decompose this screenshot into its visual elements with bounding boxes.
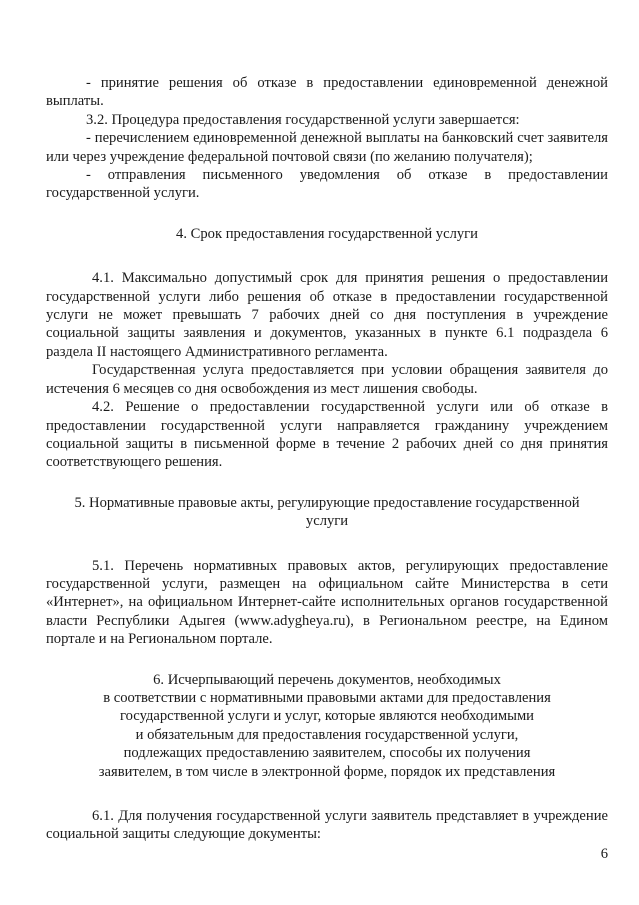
paragraph-condition: Государственная услуга предоставляется при условии обращения заявителя до истечения 6 месяцев со дня освобождения из мест лишения свободы.	[46, 362, 608, 397]
paragraph-4-1: 4.1. Максимально допустимый срок для принятия решения о предоставлении государственной услуги либо решения об отказе в предоставлении государственной услуги не может превышать 7 рабочих дней со дня поступления в учреждение социальной защиты заявления и документов, указанных в пункте 6.1 подраздела 6 раздела II настоящего Административного регламента.	[46, 270, 608, 360]
paragraph-4-2: 4.2. Решение о предоставлении государственной услуги или об отказе в предоставлении государственной услуги направляется гражданину учреждением социальной защиты в письменной форме в течение 2 рабочих дней со дня принятия соответствующего решения.	[46, 399, 608, 471]
section-heading-6-line: подлежащих предоставлению заявителем, способы их получения	[123, 745, 531, 762]
section-heading-6-line: 6. Исчерпывающий перечень документов, необходимых	[153, 671, 501, 688]
paragraph-6-1: 6.1. Для получения государственной услуги заявитель представляет в учреждение социальной защиты следующие документы:	[46, 808, 608, 843]
section-heading-4: 4. Срок предоставления государственной услуги	[176, 225, 478, 242]
section-heading-6-line: и обязательным для предоставления государственной услуги,	[135, 726, 519, 743]
section-heading-5-line: 5. Нормативные правовые акты, регулирующие предоставление государственной	[74, 494, 580, 511]
paragraph-3-2: 3.2. Процедура предоставления государственной услуги завершается:	[86, 111, 520, 128]
section-heading-6	[46, 671, 608, 781]
page-number: 6	[600, 846, 608, 862]
section-heading-5-line: услуги	[305, 513, 349, 530]
paragraph-refusal-notice: - отправления письменного уведомления об отказе в предоставлении государственной услуги.	[46, 167, 608, 202]
section-heading-5	[46, 494, 608, 531]
paragraph-refusal-decision: - принятие решения об отказе в предоставлении единовременной денежной выплаты.	[46, 75, 608, 110]
paragraph-transfer-payment: - перечислением единовременной денежной выплаты на банковский счет заявителя или через учреждение федеральной почтовой связи (по желанию получателя);	[46, 130, 608, 165]
section-heading-6-line: в соответствии с нормативными правовыми актами для предоставления	[103, 689, 551, 706]
paragraph-5-1: 5.1. Перечень нормативных правовых актов, регулирующих предоставление государственной услуги, размещен на официальном сайте Министерства в сети «Интернет», на официальном Интернет-сайте исполнительных органов государственной власти Республики Адыгея (www.adygheya.ru), в Региональном реестре, на Едином портале и на Региональном портале.	[46, 557, 608, 648]
section-heading-6-line: заявителем, в том числе в электронной форме, порядок их представления	[98, 763, 556, 780]
section-heading-6-line: государственной услуги и услуг, которые являются необходимыми	[120, 708, 534, 725]
